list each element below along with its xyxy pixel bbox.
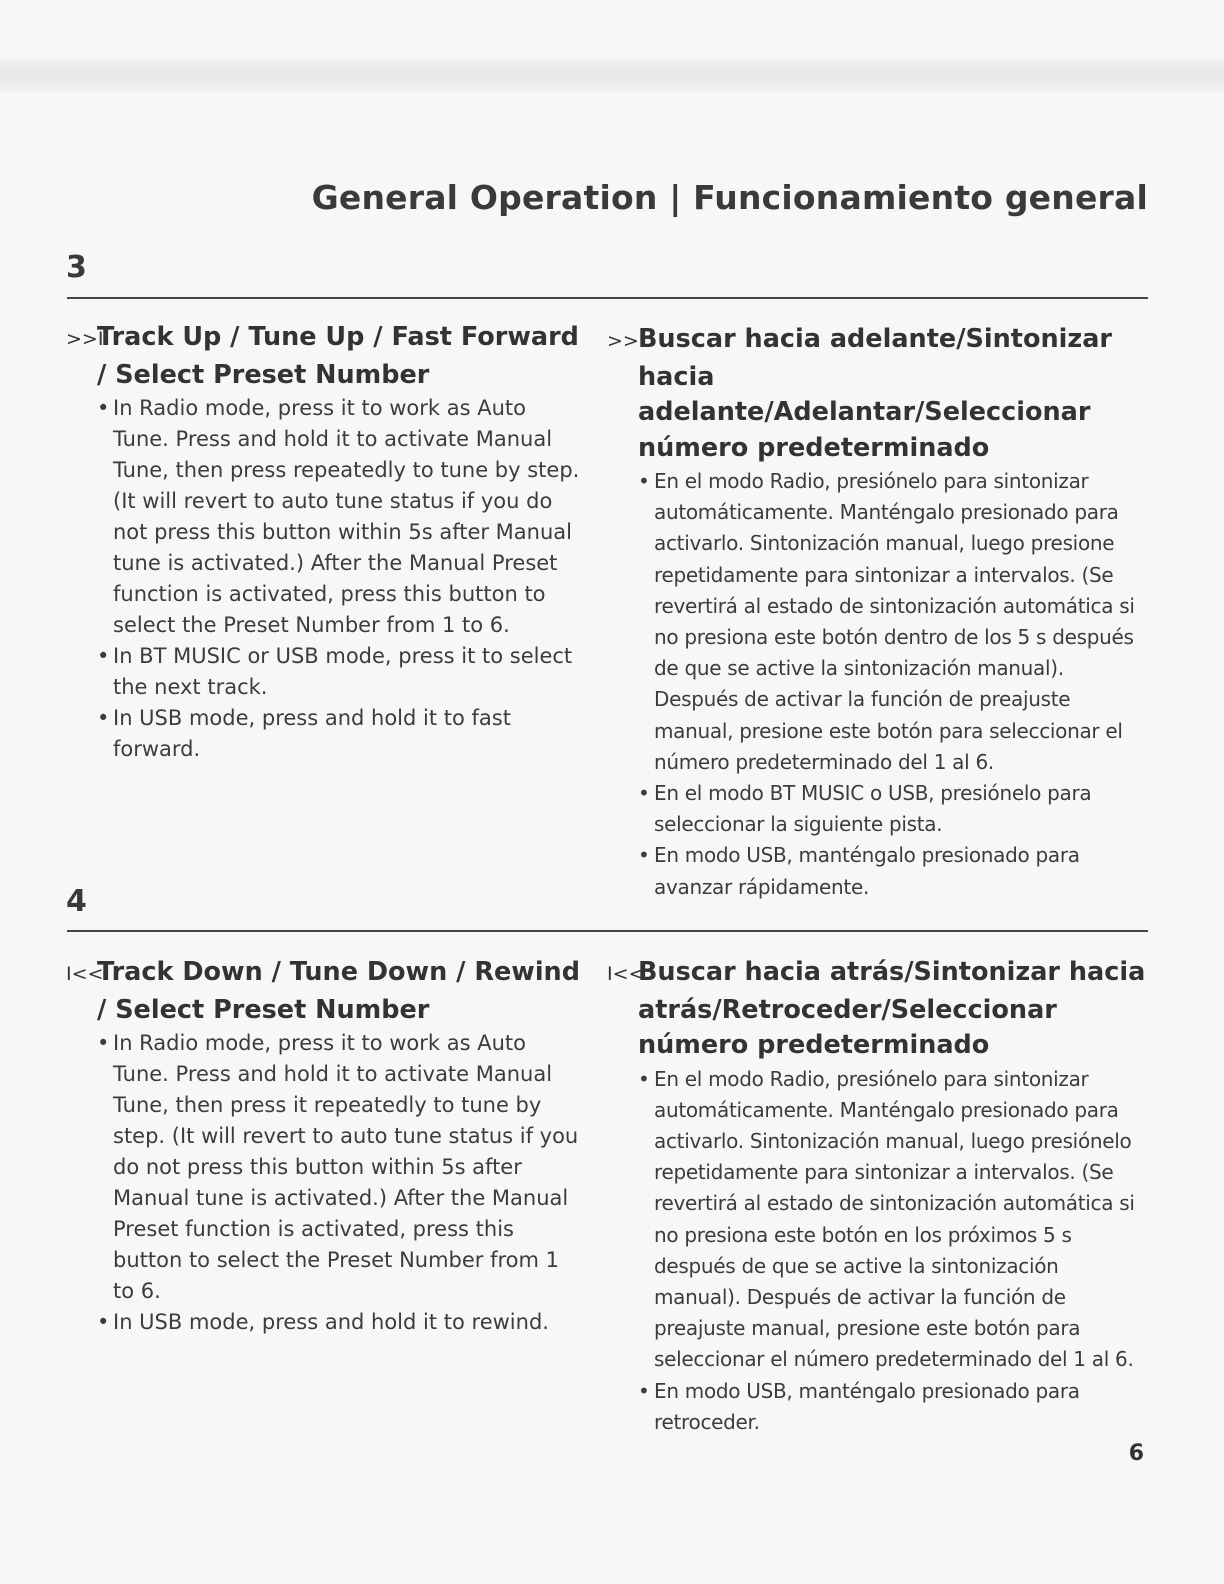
section-number-4: 4 bbox=[66, 884, 87, 919]
list-item: • In Radio mode, press it to work as Auto Tune. Press and hold it to activate Manual Tune, then press it repeatedly to tune by step. (It will revert to auto tune status if you do not press this button within 5s after Manual tune is activated.) After the Manual Preset function is activated, press this button to select the Preset Number from 1 to 6. bbox=[66, 1028, 586, 1307]
list-item: • In BT MUSIC or USB mode, press it to select the next track. bbox=[66, 641, 586, 703]
section-3-en-heading: >>ITrack Up / Tune Up / Fast Forward / Select Preset Number bbox=[66, 322, 579, 390]
list-item: • En el modo Radio, presiónelo para sintonizar automáticamente. Manténgalo presionado para activarlo. Sintonización manual, luego presiónelo repetidamente para sintonizar a intervalos. (Se revertirá al estado de sintonización automática si no presiona este botón en los próximos 5 s después de que se active la sintonización manual). Después de activar la función de preajuste manual, presione este botón para seleccionar el número predeterminado del 1 al 6. bbox=[607, 1064, 1147, 1376]
next-track-icon: >>I bbox=[66, 328, 104, 350]
page-number: 6 bbox=[1128, 1441, 1144, 1466]
list-item: • En modo USB, manténgalo presionado para avanzar rápidamente. bbox=[607, 840, 1147, 902]
section-4-es-heading: I<<Buscar hacia atrás/Sintonizar hacia atrás/Retroceder/Seleccionar número predeterminado bbox=[607, 957, 1146, 1060]
next-track-icon: >>I bbox=[607, 330, 645, 352]
section-4-es-bullets bbox=[607, 1064, 1147, 1438]
section-divider-4 bbox=[67, 930, 1148, 932]
list-item: • In USB mode, press and hold it to fast forward. bbox=[66, 703, 586, 765]
section-number-3: 3 bbox=[66, 250, 87, 285]
previous-track-icon: I<< bbox=[607, 963, 645, 985]
page-title: General Operation | Funcionamiento general bbox=[311, 178, 1148, 217]
section-3-es-heading: >>IBuscar hacia adelante/Sintonizar hacia adelante/Adelantar/Seleccionar número predeterminado bbox=[607, 324, 1112, 463]
list-item: • En el modo BT MUSIC o USB, presiónelo para seleccionar la siguiente pista. bbox=[607, 778, 1147, 840]
section-3-en-bullets bbox=[66, 393, 586, 765]
section-3-spanish bbox=[607, 322, 1147, 903]
section-4-en-heading: I<<Track Down / Tune Down / Rewind / Select Preset Number bbox=[66, 957, 580, 1025]
list-item: • In Radio mode, press it to work as Auto Tune. Press and hold it to activate Manual Tune, then press repeatedly to tune by step. (It will revert to auto tune status if you do not press this button within 5s after Manual tune is activated.) After the Manual Preset function is activated, press this button to select the Preset Number from 1 to 6. bbox=[66, 393, 586, 641]
section-4-en-bullets bbox=[66, 1028, 586, 1338]
list-item: • In USB mode, press and hold it to rewind. bbox=[66, 1307, 586, 1338]
list-item: • En el modo Radio, presiónelo para sintonizar automáticamente. Manténgalo presionado para activarlo. Sintonización manual, luego presione repetidamente para sintonizar a intervalos. (Se revertirá al estado de sintonización automática si no presiona este botón dentro de los 5 s después de que se active la sintonización manual). Después de activar la función de preajuste manual, presione este botón para seleccionar el número predeterminado del 1 al 6. bbox=[607, 466, 1147, 778]
section-3-es-bullets bbox=[607, 466, 1147, 903]
previous-track-icon: I<< bbox=[66, 963, 104, 985]
section-4-spanish bbox=[607, 955, 1147, 1438]
section-4-english bbox=[66, 955, 586, 1338]
section-3-english bbox=[66, 320, 586, 765]
scan-edge-strip bbox=[0, 58, 1224, 92]
section-divider-3 bbox=[67, 297, 1148, 299]
list-item: • En modo USB, manténgalo presionado para retroceder. bbox=[607, 1376, 1147, 1438]
